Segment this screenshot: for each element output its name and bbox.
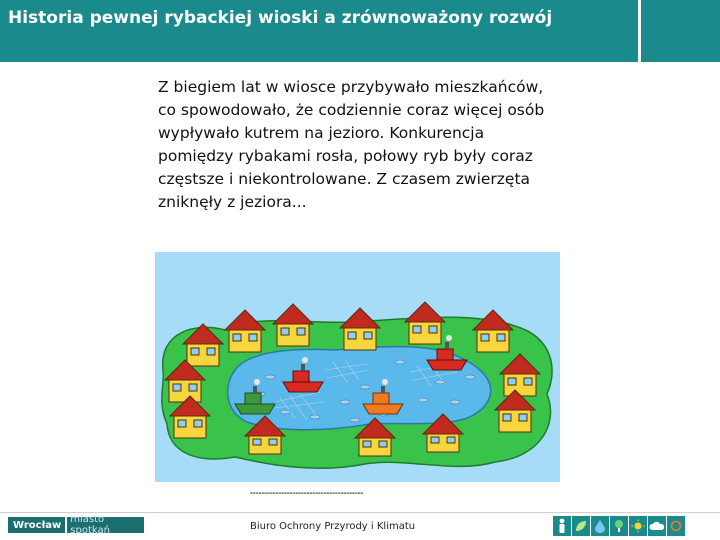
image-source-caption: ▬▬▬▬▬▬▬▬▬▬▬▬▬▬▬▬▬▬▬▬▬▬▬▬▬▬▬▬▬▬▬▬▬▬▬▬▬▬▬▬ — [250, 491, 364, 495]
house — [473, 310, 513, 352]
leaf-icon — [572, 516, 590, 536]
slide-body-text: Z biegiem lat w wiosce przybywało mieszkańców, co spowodowało, że codziennie coraz więcej osób wypływało kutrem na jezioro. Konkurencja pomiędzy rybakami rosła, połowy ryb były coraz częstsze i niekontrolowane. Z czasem zwierzęta zniknęły z jeziora... — [158, 78, 545, 211]
tree-icon — [610, 516, 628, 536]
header-divider — [638, 0, 641, 62]
footer-divider — [0, 512, 720, 513]
water-drop-icon — [591, 516, 609, 536]
logo-tagline: miasto spotkań — [65, 517, 144, 533]
house — [273, 304, 313, 346]
logo-city: Wrocław — [13, 519, 62, 531]
house — [340, 308, 380, 350]
sun-icon — [629, 516, 647, 536]
office-name: Biuro Ochrony Przyrody i Klimatu — [250, 521, 416, 532]
footer-icon-strip — [553, 516, 703, 536]
fishing-village-illustration — [155, 252, 560, 482]
slide-header — [0, 0, 720, 62]
slide-title: Historia pewnej rybackiej wioski a zrównoważony rozwój — [8, 8, 553, 28]
person-icon — [553, 516, 571, 536]
house — [225, 310, 265, 352]
house — [405, 302, 445, 344]
recycle-icon — [667, 516, 685, 536]
wroclaw-logo — [8, 514, 144, 536]
cloud-icon — [648, 516, 666, 536]
